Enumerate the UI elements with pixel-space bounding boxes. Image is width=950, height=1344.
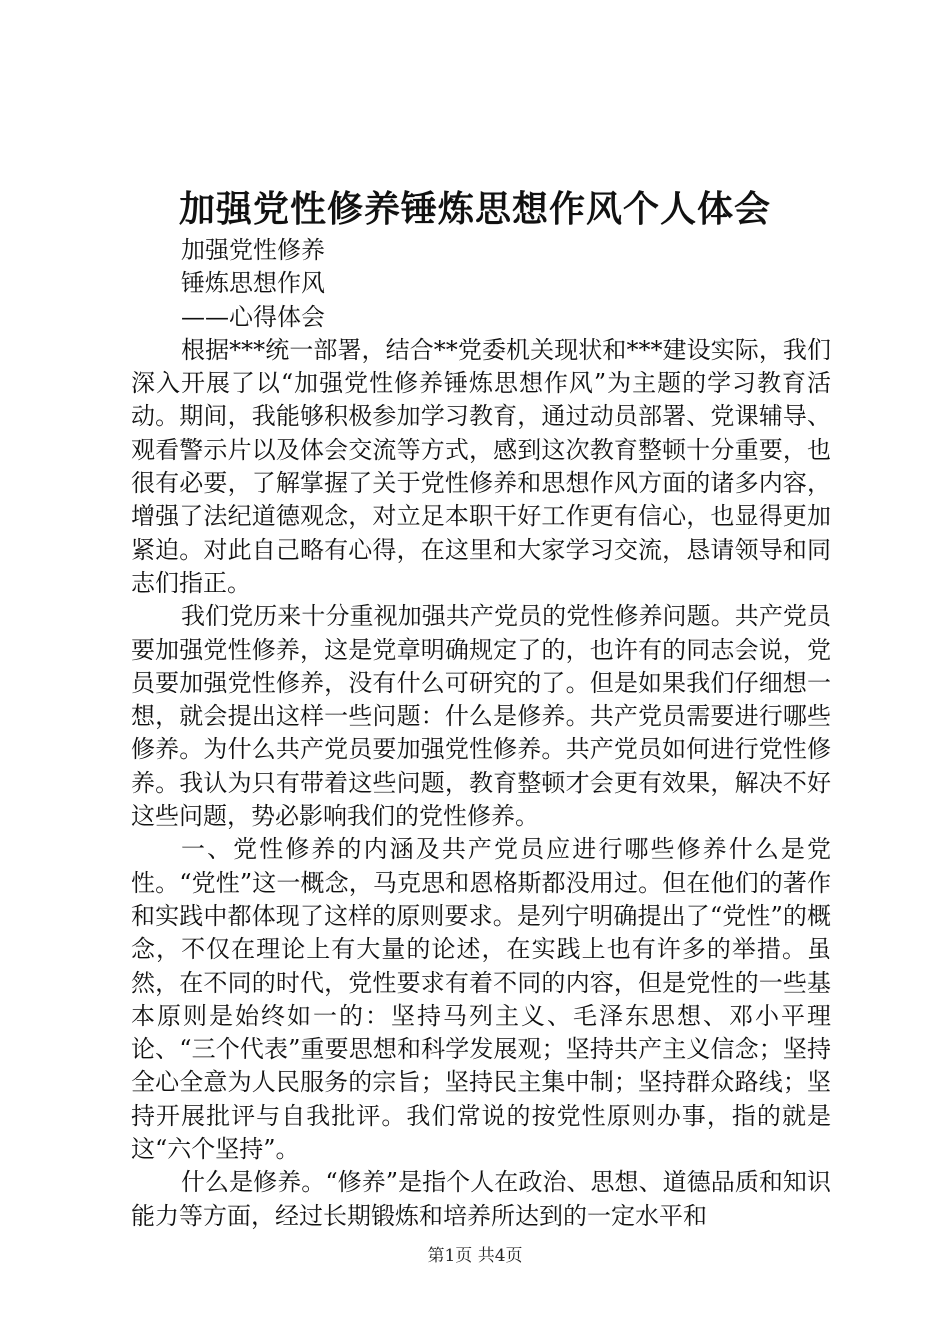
paragraph-4: 什么是修养。“修养”是指个人在政治、思想、道德品质和知识能力等方面，经过长期锻炼和培养所达到的一定水平和 [131, 1168, 831, 1230]
subtitle-line-1: 加强党性修养 [181, 236, 325, 264]
page-footer: 第1页 共4页 [427, 1246, 523, 1266]
document-body [131, 234, 831, 1233]
paragraph-3: 一、党性修养的内涵及共产党员应进行哪些修养什么是党性。“党性”这一概念，马克思和恩格斯都没用过。但在他们的著作和实践中都体现了这样的原则要求。是列宁明确提出了“党性”的概念，不仅在理论上有大量的论述，在实践上也有许多的举措。虽然，在不同的时代，党性要求有着不同的内容，但是党性的一些基本原则是始终如一的：坚持马列主义、毛泽东思想、邓小平理论、“三个代表”重要思想和科学发展观；坚持共产主义信念；坚持全心全意为人民服务的宗旨；坚持民主集中制；坚持群众路线；坚持开展批评与自我批评。我们常说的按党性原则办事，指的就是这“六个坚持”。 [131, 835, 831, 1164]
paragraph-2: 我们党历来十分重视加强共产党员的党性修养问题。共产党员要加强党性修养，这是党章明确规定了的，也许有的同志会说，党员要加强党性修养，没有什么可研究的了。但是如果我们仔细想一想，就会提出这样一些问题：什么是修养。共产党员需要进行哪些修养。为什么共产党员要加强党性修养。共产党员如何进行党性修养。我认为只有带着这些问题，教育整顿才会更有效果，解决不好这些问题，势必影响我们的党性修养。 [131, 602, 831, 831]
subtitle-line-2: 锤炼思想作风 [181, 269, 325, 298]
paragraph-1: 根据***统一部署，结合**党委机关现状和***建设实际，我们深入开展了以“加强党性修养锤炼思想作风”为主题的学习教育活动。期间，我能够积极参加学习教育，通过动员部署、党课辅导、观看警示片以及体会交流等方式，感到这次教育整顿十分重要，也很有必要，了解掌握了关于党性修养和思想作风方面的诸多内容，增强了法纪道德观念，对立足本职干好工作更有信心，也显得更加紧迫。对此自己略有心得，在这里和大家学习交流，恳请领导和同志们指正。 [131, 335, 831, 597]
subtitle-line-3: ——心得体会 [181, 302, 325, 331]
document-title: 加强党性修养锤炼思想作风个人体会 [178, 188, 771, 230]
